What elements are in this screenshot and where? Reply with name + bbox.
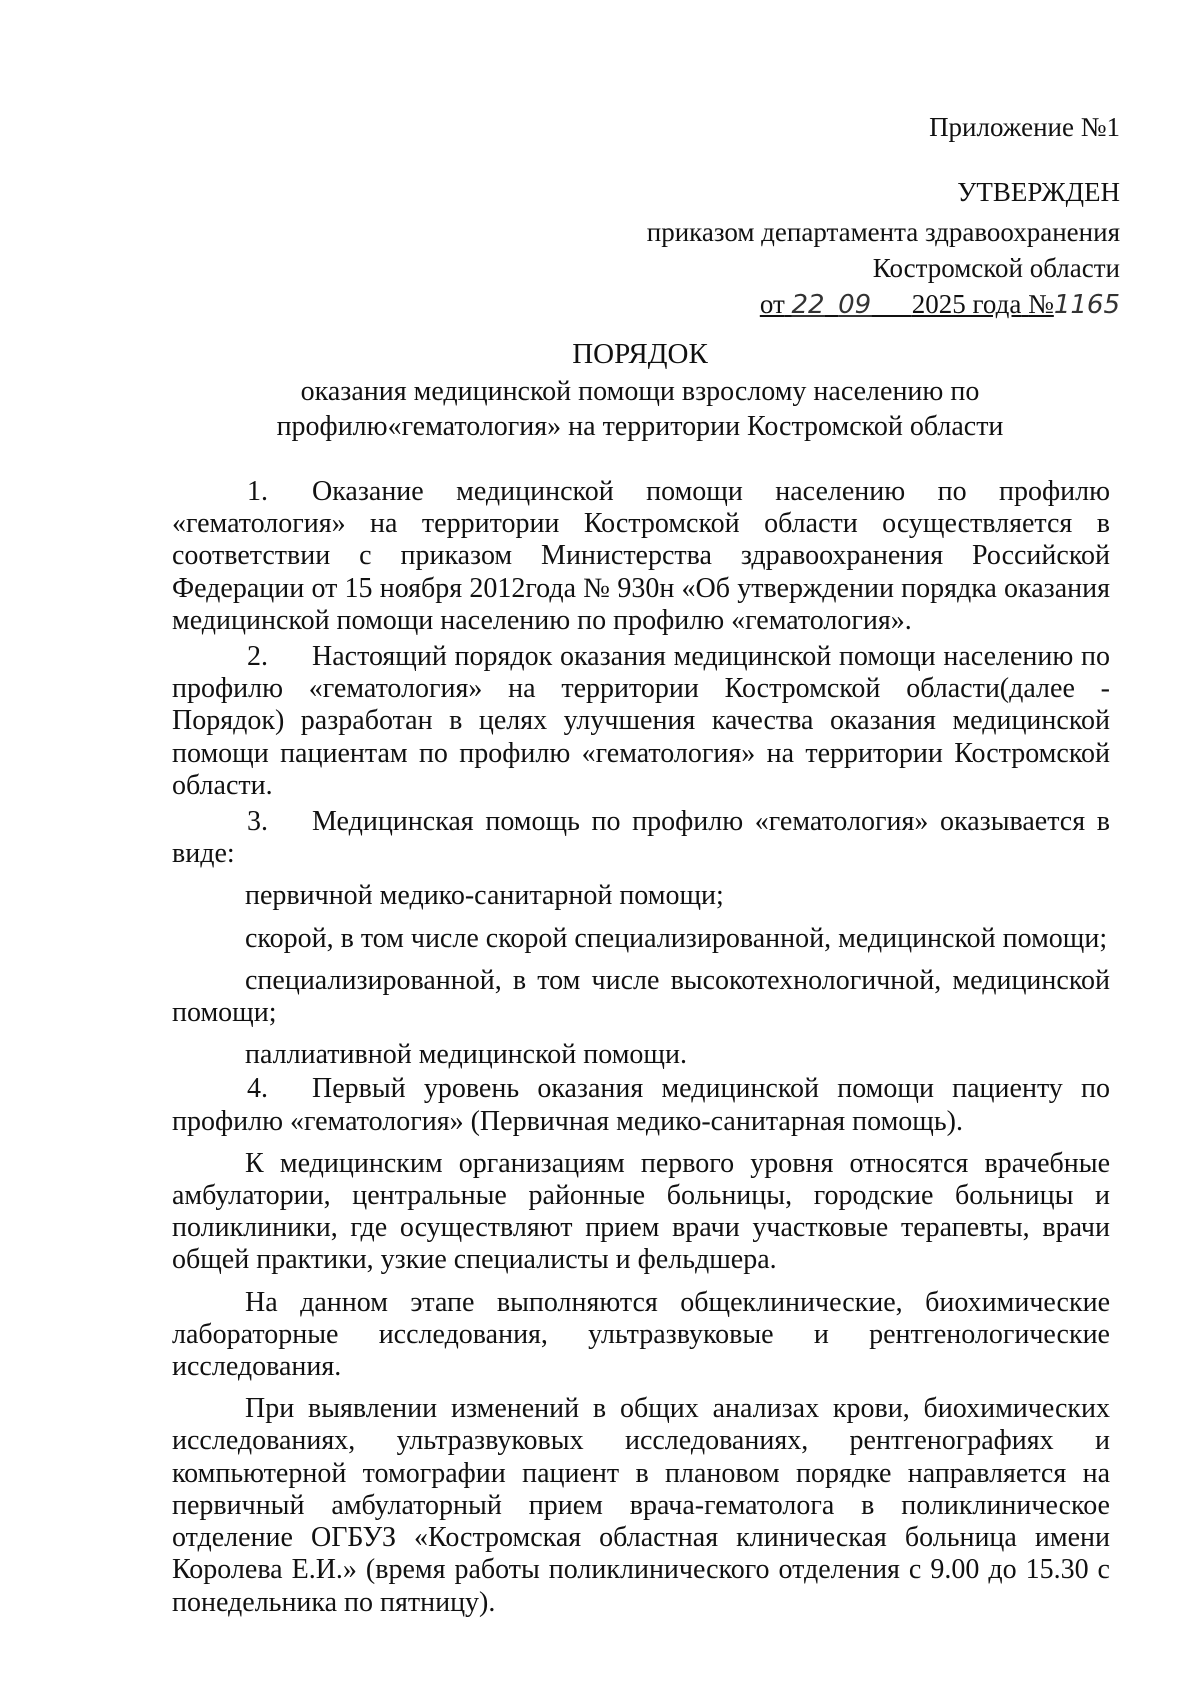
appendix-text: Приложение №1 xyxy=(929,112,1120,142)
paragraph-6: На данном этапе выполняются общеклинические, биохимические лабораторные исследования, ультразвуковые и рентгенологические исследования. xyxy=(172,1286,1110,1383)
list-item: первичной медико-санитарной помощи; xyxy=(245,880,724,912)
list-item: паллиативной медицинской помощи. xyxy=(245,1039,687,1071)
paragraph-2-text: Настоящий порядок оказания медицинской помощи населению по профилю «гематология» на территории Костромской области(далее - Порядок) разработан в целях улучшения качества оказания медицинской помощи пациентам по профилю «гематология» на территории Костромской области. xyxy=(172,641,1110,801)
list-item: специализированной, в том числе высокотехнологичной, медицинской помощи; xyxy=(172,964,1110,1029)
paragraph-1 xyxy=(172,476,1110,637)
paragraph-3 xyxy=(172,806,1110,870)
title-line-2: профилю«гематология» на территории Костромской области xyxy=(276,411,1004,442)
order-line-2: Костромской области xyxy=(872,253,1120,283)
approval-block xyxy=(647,175,1120,322)
approved-heading: УТВЕРЖДЕН xyxy=(957,177,1120,207)
paragraph-1-number: 1. xyxy=(247,476,268,507)
paragraph-4-number: 4. xyxy=(247,1073,268,1105)
paragraph-1-text: Оказание медицинской помощи населению по профилю «гематология» на территории Костромской области осуществляется в соответствии с приказом Министерства здравоохранения Российской Федерации от 15 ноября 2012года № 930н «Об утверждении порядка оказания медицинской помощи населению по профилю «гематология». xyxy=(172,476,1110,636)
paragraph-7: При выявлении изменений в общих анализах крови, биохимических исследованиях, ультразвуковых исследованиях, рентгенографиях и компьютерной томографии пациент в плановом порядке направляется на первичный амбулаторный прием врача-гематолога в поликлиническое отделение ОГБУЗ «Костромская областная клиническая больница имени Королева Е.И.» (время работы поликлинического отделения с 9.00 до 15.30 с понедельника по пятницу). xyxy=(172,1393,1110,1618)
order-date-line xyxy=(647,287,1120,322)
paragraph-2 xyxy=(172,641,1110,802)
order-number: 1165 xyxy=(1053,290,1120,320)
date-month: 09 xyxy=(838,290,872,320)
paragraph-3-text: Медицинская помощь по профилю «гематология» оказывается в виде: xyxy=(172,806,1110,870)
date-year: 2025 года xyxy=(911,289,1022,319)
number-prefix: № xyxy=(1028,289,1054,319)
appendix-label xyxy=(929,110,1120,144)
paragraph-5: К медицинским организациям первого уровня относятся врачебные амбулатории, центральные районные больницы, городские больницы и поликлиники, где осуществляют прием врачи участковые терапевты, врачи общей практики, узкие специалисты и фельдшера. xyxy=(172,1147,1110,1276)
order-line-1: приказом департамента здравоохранения xyxy=(646,217,1120,247)
paragraph-4-text: Первый уровень оказания медицинской помощи пациенту по профилю «гематология» (Первичная медико-санитарная помощь). xyxy=(172,1073,1110,1137)
date-prefix: от xyxy=(759,289,785,319)
list-item: скорой, в том числе скорой специализированной, медицинской помощи; xyxy=(245,922,1108,954)
paragraph-3-number: 3. xyxy=(247,806,268,838)
document-title xyxy=(170,337,1110,444)
document-body xyxy=(172,476,1110,1619)
title-line-1: оказания медицинской помощи взрослому населению по xyxy=(300,376,980,407)
paragraph-4 xyxy=(172,1073,1110,1137)
date-day: 22 xyxy=(791,290,825,320)
paragraph-2-number: 2. xyxy=(247,641,268,673)
title-main: ПОРЯДОК xyxy=(572,338,708,370)
